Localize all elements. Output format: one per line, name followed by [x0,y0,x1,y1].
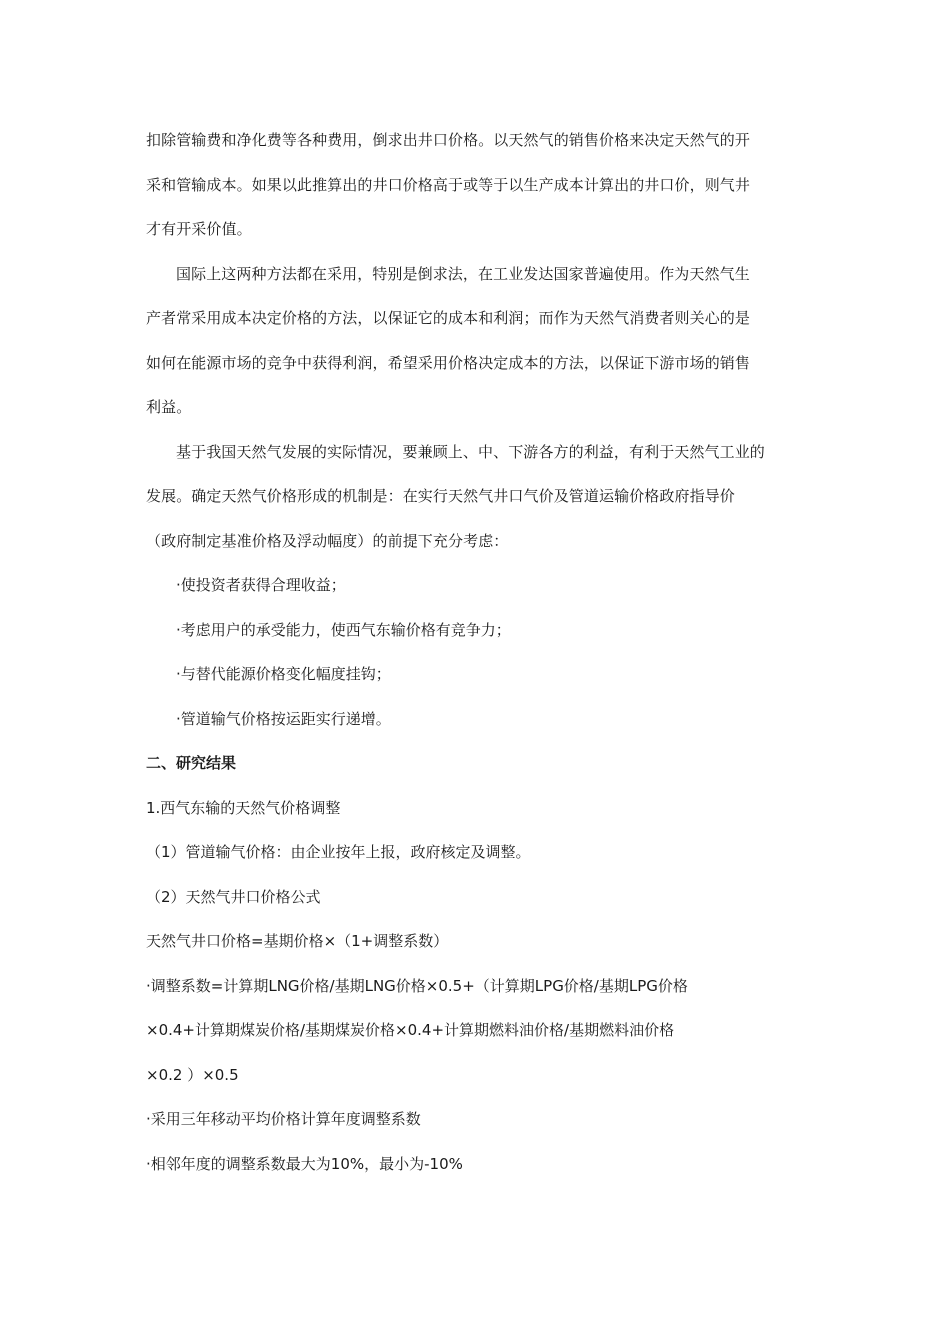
bullet-item: ·考虑用户的承受能力，使西气东输价格有竞争力； [176,620,511,639]
paragraph-international-methods [146,252,810,430]
note-coefficient-limits: ·相邻年度的调整系数最大为10%，最小为-10% [146,1154,463,1173]
bullet-item: ·使投资者获得合理收益； [176,576,346,594]
section-heading: 二、研究结果 [146,754,237,772]
formula-wellhead-price: 天然气井口价格=基期价格×（1+调整系数） [146,932,449,950]
bullet-item: ·管道输气价格按运距实行递增。 [176,709,391,728]
text-line: 如何在能源市场的竞争中获得利润，希望采用价格决定成本的方法，以保证下游市场的销售 [146,353,751,372]
list-item-pipeline-price: （1）管道输气价格：由企业按年上报，政府核定及调整。 [146,843,531,861]
text-line: 国际上这两种方法都在采用，特别是倒求法，在工业发达国家普遍使用。作为天然气生 [176,264,750,283]
paragraph-pricing-mechanism [146,430,810,564]
text-line: 才有开采价值。 [146,220,252,238]
paragraph-inverse-pricing [146,118,810,252]
text-line: 扣除管输费和净化费等各种费用，倒求出井口价格。以天然气的销售价格来决定天然气的开 [146,131,751,149]
list-item-wellhead-formula: （2）天然气井口价格公式 [146,887,321,906]
text-line: ·调整系数=计算期LNG价格/基期LNG价格×0.5+（计算期LPG价格/基期LPG价格 [146,976,688,995]
adjustment-coefficient-formula [146,964,810,1098]
document-page [146,118,810,1186]
text-line: 采和管输成本。如果以此推算出的井口价格高于或等于以生产成本计算出的井口价，则气井 [146,175,751,194]
note-moving-average: ·采用三年移动平均价格计算年度调整系数 [146,1110,421,1128]
text-line: ×0.4+计算期煤炭价格/基期煤炭价格×0.4+计算期燃料油价格/基期燃料油价格 [146,1021,675,1039]
text-line: 产者常采用成本决定价格的方法，以保证它的成本和利润；而作为天然气消费者则关心的是 [146,309,751,327]
text-line: （政府制定基准价格及浮动幅度）的前提下充分考虑： [146,531,509,550]
text-line: 利益。 [146,398,192,416]
text-line: ×0.2 ）×0.5 [146,1065,239,1084]
subsection-title: 1.西气东输的天然气价格调整 [146,798,341,817]
bullet-item: ·与替代能源价格变化幅度挂钩； [176,665,391,683]
text-line: 发展。确定天然气价格形成的机制是：在实行天然气井口气价及管道运输价格政府指导价 [146,487,735,505]
text-line: 基于我国天然气发展的实际情况，要兼顾上、中、下游各方的利益，有利于天然气工业的 [176,442,765,461]
